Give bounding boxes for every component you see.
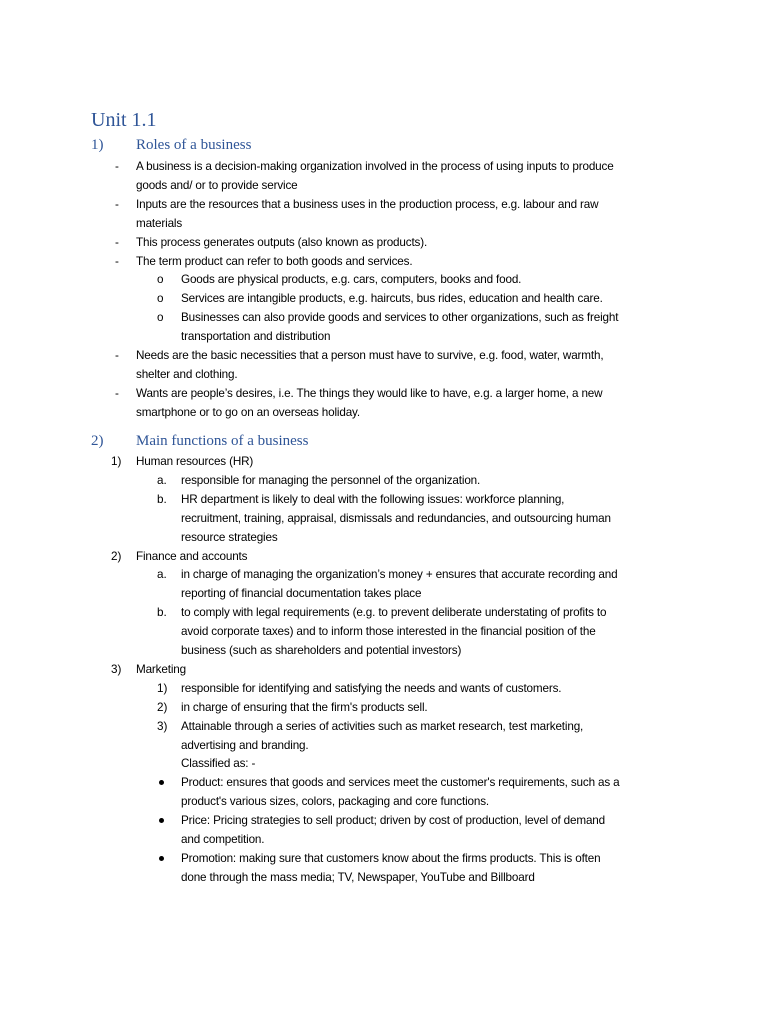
list-marker: -: [115, 160, 119, 173]
section-number: 2): [91, 433, 104, 449]
sublist-item-text: transportation and distribution: [181, 330, 331, 344]
sublist-item-text: in charge of managing the organization’s money + ensures that accurate recording and: [181, 568, 618, 582]
sublist-marker: o: [157, 292, 164, 306]
list-item-text: Wants are people’s desires, i.e. The things they would like to have, e.g. a larger home, a new: [136, 386, 603, 400]
list-marker: 2): [111, 549, 122, 563]
sublist-item-text: Classified as: -: [181, 757, 256, 771]
sublist-item-text: in charge of ensuring that the firm's products sell.: [181, 700, 428, 714]
list-item-text: smartphone or to go on an overseas holiday.: [136, 405, 360, 419]
list-item-text: Needs are the basic necessities that a person must have to survive, e.g. food, water, warmth,: [136, 349, 604, 362]
sublist-item-text: Attainable through a series of activities such as market research, test marketing,: [181, 719, 584, 733]
list-marker: -: [115, 235, 119, 249]
sublist-marker: b.: [157, 492, 167, 506]
sublist-item-text: HR department is likely to deal with the following issues: workforce planning,: [181, 492, 565, 506]
list-marker: 1): [111, 455, 122, 468]
section-title: Roles of a business: [136, 137, 252, 153]
sublist-item-text: Promotion: making sure that customers know about the firms products. This is often: [181, 851, 601, 865]
sublist-item-text: responsible for identifying and satisfying the needs and wants of customers.: [181, 681, 562, 695]
sublist-item-text: Product: ensures that goods and services meet the customer's requirements, such as a: [181, 776, 620, 790]
list-item-text: This process generates outputs (also known as products).: [136, 235, 428, 249]
sublist-marker: 1): [157, 681, 168, 695]
bullet-icon: [159, 818, 164, 823]
sublist-marker: b.: [157, 606, 167, 620]
list-item-text: shelter and clothing.: [136, 367, 238, 381]
section-heading-roles: [91, 137, 251, 154]
sublist-item-text: avoid corporate taxes) and to inform those interested in the financial position of the: [181, 625, 596, 639]
list-marker: 3): [111, 662, 122, 676]
list-item-text: Marketing: [136, 662, 186, 676]
list-marker: -: [115, 386, 119, 400]
sublist-item-text: advertising and branding.: [181, 738, 309, 752]
sublist-marker: 3): [157, 719, 168, 733]
sublist-item-text: Services are intangible products, e.g. haircuts, bus rides, education and health care.: [181, 292, 603, 306]
list-item-text: goods and/ or to provide service: [136, 178, 298, 192]
sublist-item-text: and competition.: [181, 833, 265, 846]
sublist-item-text: product's various sizes, colors, packaging and core functions.: [181, 795, 490, 809]
sublist-marker: o: [157, 311, 164, 325]
list-item-text: Human resources (HR): [136, 455, 254, 468]
sublist-marker: 2): [157, 700, 168, 714]
sublist-item-text: Businesses can also provide goods and services to other organizations, such as freight: [181, 311, 619, 325]
sublist-marker: a.: [157, 473, 167, 487]
sublist-item-text: responsible for managing the personnel of the organization.: [181, 473, 481, 487]
sublist-item-text: recruitment, training, appraisal, dismissals and redundancies, and outsourcing human: [181, 511, 611, 525]
section-heading-functions: [91, 433, 308, 450]
bullet-icon: [159, 780, 164, 785]
sublist-item-text: Goods are physical products, e.g. cars, computers, books and food.: [181, 273, 522, 287]
list-item-text: Finance and accounts: [136, 549, 248, 563]
list-item-text: A business is a decision-making organization involved in the process of using inputs to produce: [136, 160, 614, 173]
sublist-item-text: reporting of financial documentation takes place: [181, 587, 422, 601]
sublist-item-text: business (such as shareholders and potential investors): [181, 644, 462, 657]
list-marker: -: [115, 197, 119, 211]
list-item-text: materials: [136, 216, 183, 230]
sublist-item-text: resource strategies: [181, 530, 278, 544]
sublist-marker: a.: [157, 568, 167, 582]
list-item-text: Inputs are the resources that a business uses in the production process, e.g. labour and raw: [136, 197, 599, 211]
sublist-marker: o: [157, 273, 164, 287]
list-item-text: The term product can refer to both goods and services.: [136, 254, 413, 268]
section-title: Main functions of a business: [136, 433, 309, 449]
sublist-item-text: to comply with legal requirements (e.g. to prevent deliberate understating of profits to: [181, 606, 607, 620]
bullet-icon: [159, 856, 164, 861]
sublist-item-text: Price: Pricing strategies to sell product; driven by cost of production, level of demand: [181, 814, 606, 828]
section-number: 1): [91, 137, 104, 153]
unit-title: Unit 1.1: [91, 109, 157, 131]
list-marker: -: [115, 349, 119, 362]
list-marker: -: [115, 254, 119, 268]
sublist-item-text: done through the mass media; TV, Newspaper, YouTube and Billboard: [181, 870, 535, 884]
